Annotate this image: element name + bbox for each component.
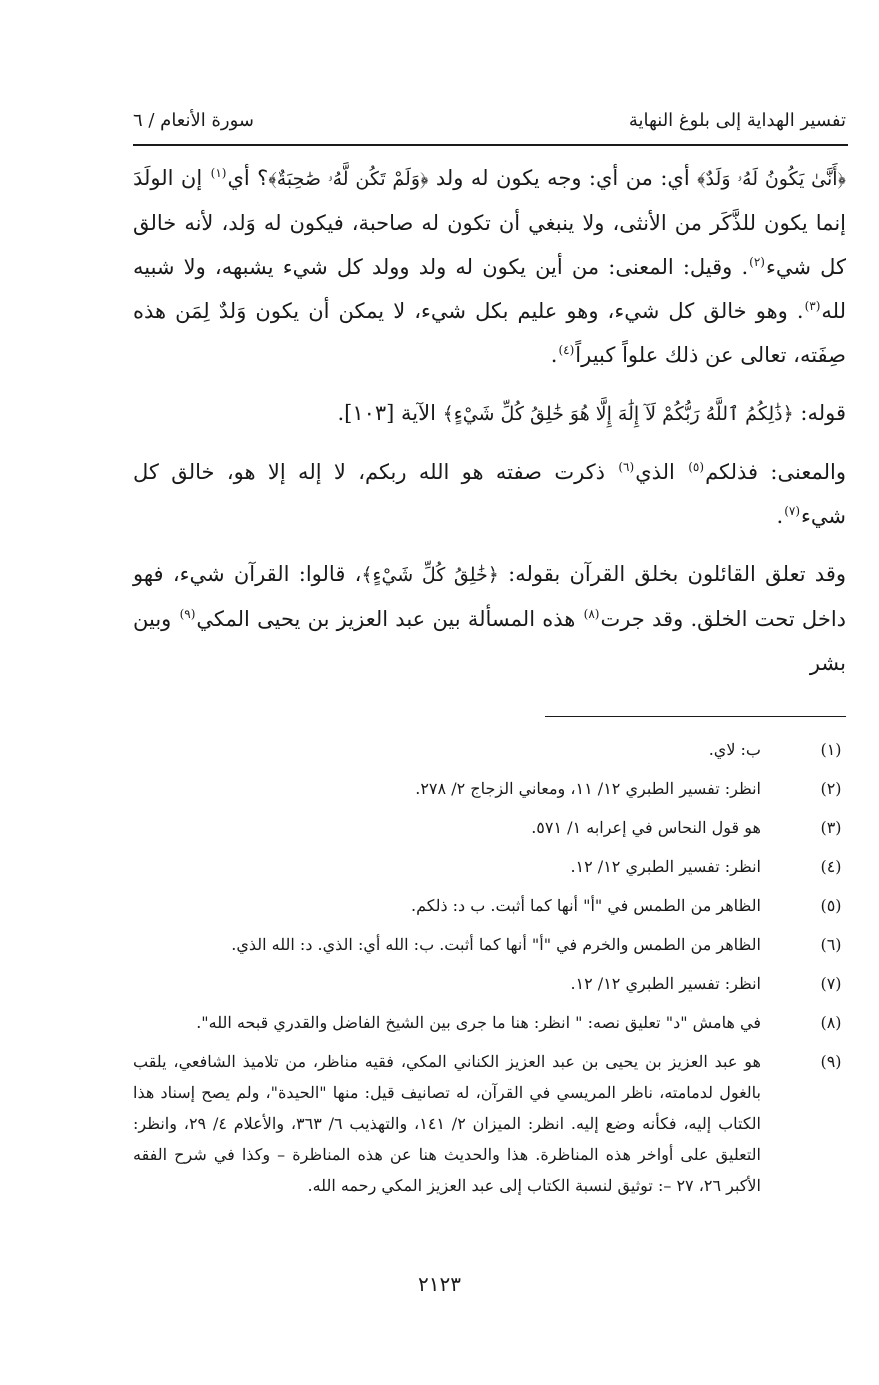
footnote-text: الظاهر من الطمس في "أ" أنها كما أثبت. ب د: ذلكم.: [411, 896, 761, 915]
footnote-item: [133, 734, 846, 765]
footnote-marker[interactable]: (٧): [784, 504, 801, 518]
footnote-marker[interactable]: (٨): [583, 607, 600, 621]
page-number: ٢١٢٣: [418, 1272, 461, 1296]
footnote-number: (٥): [820, 896, 842, 915]
footnote-marker[interactable]: (٦): [618, 460, 635, 474]
text-span: والمعنى: فذلكم: [705, 460, 846, 484]
quran-verse: ﴿خَٰلِقُ كُلِّ شَيْءٍ﴾: [361, 564, 499, 586]
footnote-text: في هامش "د" تعليق نصه: " انظر: هنا ما جرى بين الشيخ الفاضل والقدري قبحه الله".: [196, 1013, 761, 1032]
text-span: وبين بشر: [133, 607, 846, 675]
footnote-text: انظر: تفسير الطبري ١٢/ ١٢.: [570, 857, 761, 876]
footnote-number: (٣): [820, 818, 842, 837]
text-span: . وهو خالق كل شيء، وهو عليم بكل شيء، لا يمكن أن يكون وَلدٌ لِمَن هذه صِفَته، تعالى عن ذلك علواً كبيراً: [133, 299, 846, 367]
footnote-divider: [545, 716, 846, 717]
footnote-text: هو قول النحاس في إعرابه ١/ ٥٧١.: [531, 818, 761, 837]
quran-verse: ﴿ذَٰلِكُمُ ٱللَّهُ رَبُّكُمْ لَآ إِلَٰهَ إِلَّا هُوَ خَٰلِقُ كُلِّ شَيْءٍ﴾: [442, 403, 794, 425]
footnote-number: (٨): [820, 1013, 842, 1032]
paragraph-2: [133, 391, 846, 436]
footnote-marker[interactable]: (٢): [749, 255, 765, 269]
footnote-item: [133, 851, 846, 882]
footnote-number: (٢): [820, 779, 842, 798]
footnote-marker[interactable]: (١): [210, 166, 227, 180]
footnote-text: انظر: تفسير الطبري ١٢/ ١١، ومعاني الزجاج ٢/ ٢٧٨.: [415, 779, 761, 798]
footnote-text: ب: لاي.: [708, 740, 761, 759]
footnote-number: (١): [820, 740, 842, 759]
surah-label: سورة الأنعام / ٦: [133, 110, 254, 131]
text-span: هذه المسألة بين عبد العزيز بن يحيى المكي: [196, 607, 583, 631]
text-span: .: [550, 343, 558, 367]
footnote-item: [133, 929, 846, 960]
footnote-item: [133, 1046, 846, 1201]
main-text: [133, 156, 846, 685]
text-span: الآية [١٠٣].: [337, 401, 443, 425]
footnote-text: انظر: تفسير الطبري ١٢/ ١٢.: [570, 974, 761, 993]
text-span: ، قالوا: القرآن شيء، فهو داخل تحت الخلق. وقد جرت: [133, 562, 847, 631]
footnote-marker[interactable]: (٣): [804, 299, 821, 313]
book-title: تفسير الهداية إلى بلوغ النهاية: [628, 110, 846, 131]
text-span: قوله:: [793, 401, 846, 425]
footnote-marker[interactable]: (٤): [558, 343, 575, 357]
footnote-marker[interactable]: (٩): [179, 607, 196, 621]
footnote-item: [133, 890, 846, 921]
text-span: . وقيل: المعنى: من أين يكون له ولد وولد كل شيء يشبهه، ولا شبيه لله: [133, 255, 846, 323]
footnote-number: (٦): [820, 935, 842, 954]
text-span: أي: من أي: وجه يكون له ولد: [428, 166, 698, 190]
running-header: [133, 104, 846, 140]
quran-verse: ﴿وَلَمْ تَكُن لَّهُۥ صَٰحِبَةٌ﴾: [268, 168, 429, 190]
footnote-number: (٩): [820, 1052, 842, 1071]
paragraph-1: [133, 156, 846, 377]
footnote-number: (٧): [820, 974, 842, 993]
footnote-item: [133, 1007, 846, 1038]
footnote-item: [133, 812, 846, 843]
text-span: .: [776, 504, 784, 528]
paragraph-4: [133, 552, 846, 685]
text-span: الذي: [635, 460, 688, 484]
footnotes: [133, 734, 846, 1209]
footnote-text: الظاهر من الطمس والخرم في "أ" أنها كما أثبت. ب: الله أي: الذي. د: الله الذي.: [231, 935, 761, 954]
header-divider: [133, 144, 848, 146]
text-span: ذكرت صفته هو الله ربكم، لا إله إلا هو، خالق كل شيء: [133, 460, 846, 528]
text-span: ؟ أي: [227, 166, 269, 190]
paragraph-3: [133, 450, 846, 538]
footnote-item: [133, 773, 846, 804]
footnote-item: [133, 968, 846, 999]
footnote-marker[interactable]: (٥): [688, 460, 705, 474]
footnote-number: (٤): [820, 857, 842, 876]
quran-verse: ﴿أَنَّىٰ يَكُونُ لَهُۥ وَلَدٌ﴾: [697, 168, 846, 190]
footnote-text: هو عبد العزيز بن يحيى بن عبد العزيز الكناني المكي، فقيه مناظر، من تلاميذ الشافعي، يلقب بالغول لدمامته، ناظر المريسي في القرآن، له تصانيف قيل: منها "الحيدة"، ولم يصح إسناد هذا الكتاب إليه، فكأنه وضع إليه. انظر: الميزان ٢/ ١٤١، والتهذيب ٦/ ٣٦٣، والأعلام ٤/ ٢٩، وانظر: التعليق على أواخر هذه المناظرة. هذا والحديث هنا عن هذه المناظرة – وكذا في شرح الفقه الأكبر ٢٦، ٢٧ –: توثيق لنسبة الكتاب إلى عبد العزيز المكي رحمه الله.: [133, 1052, 761, 1195]
text-span: وقد تعلق القائلون بخلق القرآن بقوله:: [498, 562, 847, 586]
text-span: إن الولَدَ إنما يكون للذَّكَر من الأنثى، ولا ينبغي أن تكون له صاحبة، فيكون له وَلد، لأنه خالق كل شيء: [133, 166, 846, 279]
